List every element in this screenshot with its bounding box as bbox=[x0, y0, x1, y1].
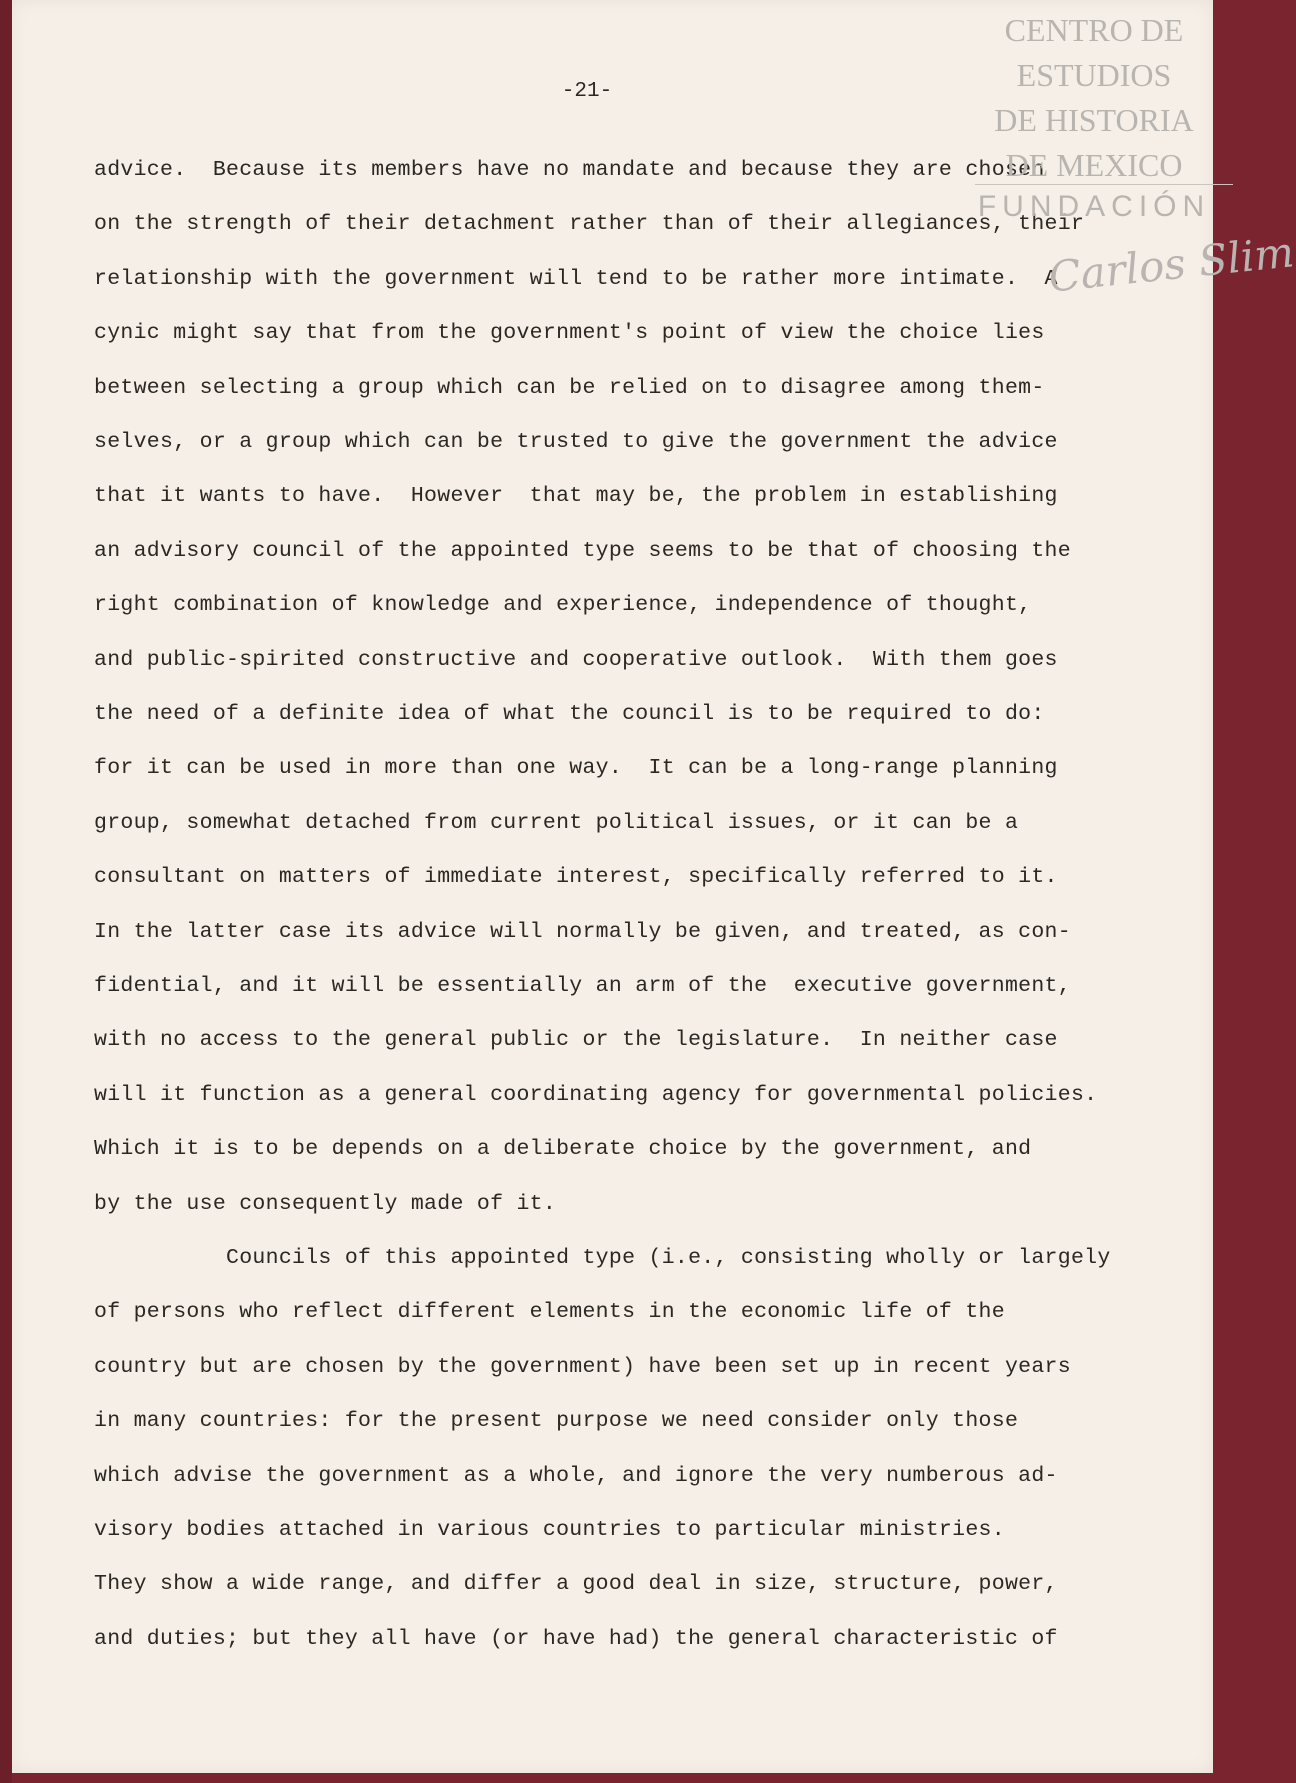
document-page bbox=[12, 0, 1213, 1773]
text-line: and public-spirited constructive and cooperative outlook. With them goes bbox=[94, 647, 1058, 672]
text-line: in many countries: for the present purpose we need consider only those bbox=[94, 1409, 1019, 1434]
text-line: and duties; but they all have (or have had) the general characteristic of bbox=[94, 1626, 1058, 1651]
page-number: -21- bbox=[561, 80, 613, 103]
text-line: which advise the government as a whole, and ignore the very numberous ad- bbox=[94, 1463, 1058, 1488]
text-line: They show a wide range, and differ a good deal in size, structure, power, bbox=[94, 1572, 1058, 1597]
text-line: right combination of knowledge and experience, independence of thought, bbox=[94, 593, 1032, 618]
watermark-foundation: FUNDACIÓN bbox=[977, 190, 1211, 223]
text-line: group, somewhat detached from current political issues, or it can be a bbox=[94, 810, 1019, 835]
text-line: an advisory council of the appointed type seems to be that of choosing the bbox=[94, 538, 1071, 563]
watermark-signature: Carlos Slim bbox=[1046, 227, 1296, 302]
text-line: between selecting a group which can be relied on to disagree among them- bbox=[94, 375, 1045, 400]
text-line: for it can be used in more than one way. It can be a long-range planning bbox=[94, 756, 1058, 781]
watermark-divider bbox=[975, 184, 1233, 185]
text-line: by the use consequently made of it. bbox=[94, 1191, 557, 1216]
text-line: selves, or a group which can be trusted to give the government the advice bbox=[94, 430, 1058, 454]
text-line: will it function as a general coordinating agency for governmental policies. bbox=[94, 1082, 1098, 1107]
text-line: that it wants to have. However that may be, the problem in establishing bbox=[94, 484, 1058, 509]
text-line: advice. Because its members have no mandate and because they are chosen bbox=[94, 158, 1045, 182]
text-line: visory bodies attached in various countries to particular ministries. bbox=[94, 1518, 1005, 1542]
text-line: Councils of this appointed type (i.e., consisting wholly or largely bbox=[94, 1246, 1111, 1270]
watermark-line: DE MEXICO bbox=[1005, 147, 1183, 183]
text-line: country but are chosen by the government) have been set up in recent years bbox=[94, 1354, 1071, 1379]
text-line: In the latter case its advice will normally be given, and treated, as con- bbox=[94, 919, 1071, 944]
text-line: Which it is to be depends on a deliberate choice by the government, and bbox=[94, 1137, 1032, 1162]
text-line: relationship with the government will tend to be rather more intimate. A bbox=[94, 266, 1058, 291]
text-line: consultant on matters of immediate interest, specifically referred to it. bbox=[94, 865, 1058, 890]
archive-watermark bbox=[975, 8, 1213, 224]
text-line: fidential, and it will be essentially an arm of the executive government, bbox=[94, 974, 1071, 998]
text-line: the need of a definite idea of what the council is to be required to do: bbox=[94, 702, 1045, 726]
watermark-line: CENTRO DE bbox=[1004, 12, 1184, 48]
text-line: with no access to the general public or the legislature. In neither case bbox=[94, 1028, 1058, 1053]
text-line: cynic might say that from the government's point of view the choice lies bbox=[94, 321, 1045, 346]
watermark-line: DE HISTORIA bbox=[994, 102, 1194, 138]
text-line: on the strength of their detachment rather than of their allegiances, their bbox=[94, 212, 1085, 237]
book-spine bbox=[0, 0, 12, 1783]
watermark-line: ESTUDIOS bbox=[1016, 57, 1172, 93]
text-line: of persons who reflect different elements in the economic life of the bbox=[94, 1300, 1005, 1325]
